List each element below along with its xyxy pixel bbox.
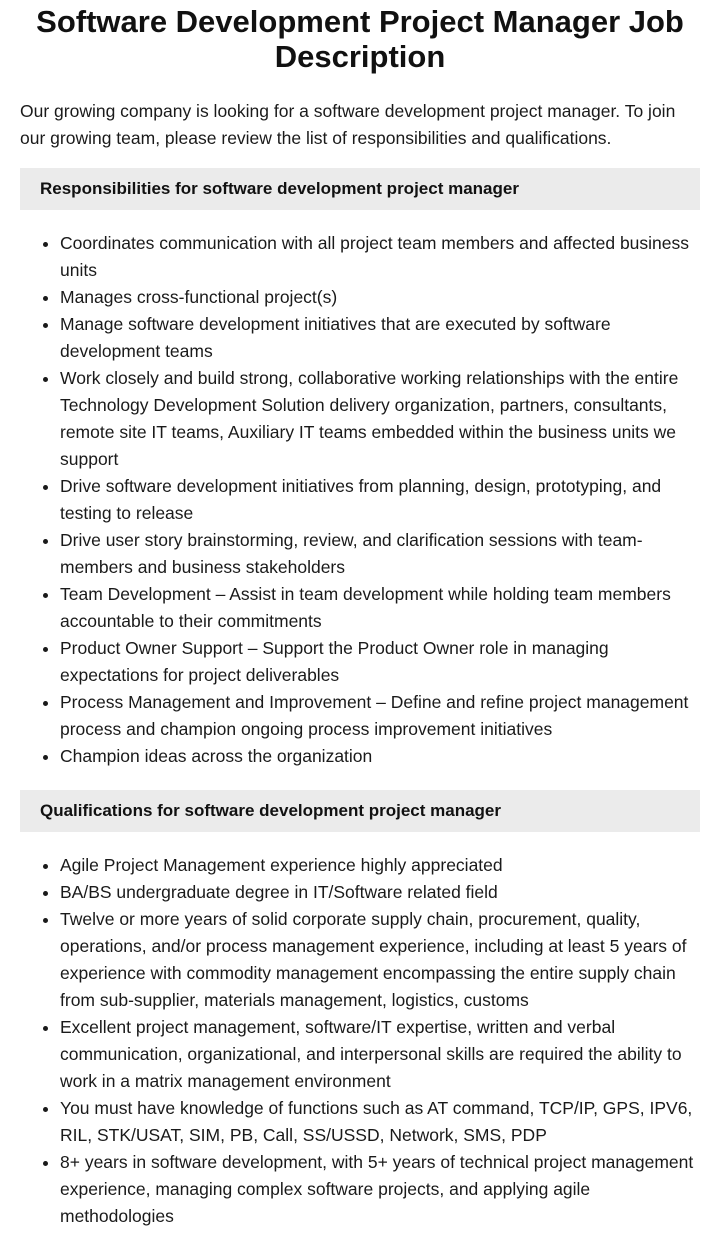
responsibilities-list bbox=[20, 230, 700, 770]
list-item: • Champion ideas across the organization bbox=[60, 743, 700, 770]
responsibilities-heading: Responsibilities for software development project manager bbox=[20, 168, 700, 210]
list-item: • Process Management and Improvement – Define and refine project management process and champion ongoing process improvement initiatives bbox=[60, 689, 700, 743]
list-item: • Agile Project Management experience highly appreciated bbox=[60, 852, 700, 879]
list-item: • BA/BS undergraduate degree in IT/Software related field bbox=[60, 879, 700, 906]
list-item: • 8+ years in software development, with 5+ years of technical project management experience, managing complex software projects, and applying agile methodologies bbox=[60, 1149, 700, 1230]
list-item: • Product Owner Support – Support the Product Owner role in managing expectations for project deliverables bbox=[60, 635, 700, 689]
qualifications-heading: Qualifications for software development project manager bbox=[20, 790, 700, 832]
list-item: • Manage software development initiatives that are executed by software development teams bbox=[60, 311, 700, 365]
list-item: • Team Development – Assist in team development while holding team members accountable to their commitments bbox=[60, 581, 700, 635]
list-item: • Twelve or more years of solid corporate supply chain, procurement, quality, operations, and/or process management experience, including at least 5 years of experience with commodity management encompassing the entire supply chain from sub-supplier, materials management, logistics, customs bbox=[60, 906, 700, 1014]
list-item: • You must have knowledge of functions such as AT command, TCP/IP, GPS, IPV6, RIL, STK/USAT, SIM, PB, Call, SS/USSD, Network, SMS, PDP bbox=[60, 1095, 700, 1149]
intro-paragraph: Our growing company is looking for a software development project manager. To join our growing team, please review the list of responsibilities and qualifications. bbox=[20, 101, 676, 148]
list-item: • Excellent project management, software/IT expertise, written and verbal communication, organizational, and interpersonal skills are required the ability to work in a matrix management environment bbox=[60, 1014, 700, 1095]
list-item: • Work closely and build strong, collaborative working relationships with the entire Technology Development Solution delivery organization, partners, consultants, remote site IT teams, Auxiliary IT teams embedded within the business units we support bbox=[60, 365, 700, 473]
list-item: • Drive software development initiatives from planning, design, prototyping, and testing to release bbox=[60, 473, 700, 527]
list-item: • Coordinates communication with all project team members and affected business units bbox=[60, 230, 700, 284]
list-item: • Drive user story brainstorming, review, and clarification sessions with team-members and business stakeholders bbox=[60, 527, 700, 581]
list-item: • Manages cross-functional project(s) bbox=[60, 284, 700, 311]
qualifications-list bbox=[20, 852, 700, 1230]
page-title: Software Development Project Manager Job Description bbox=[36, 4, 684, 74]
